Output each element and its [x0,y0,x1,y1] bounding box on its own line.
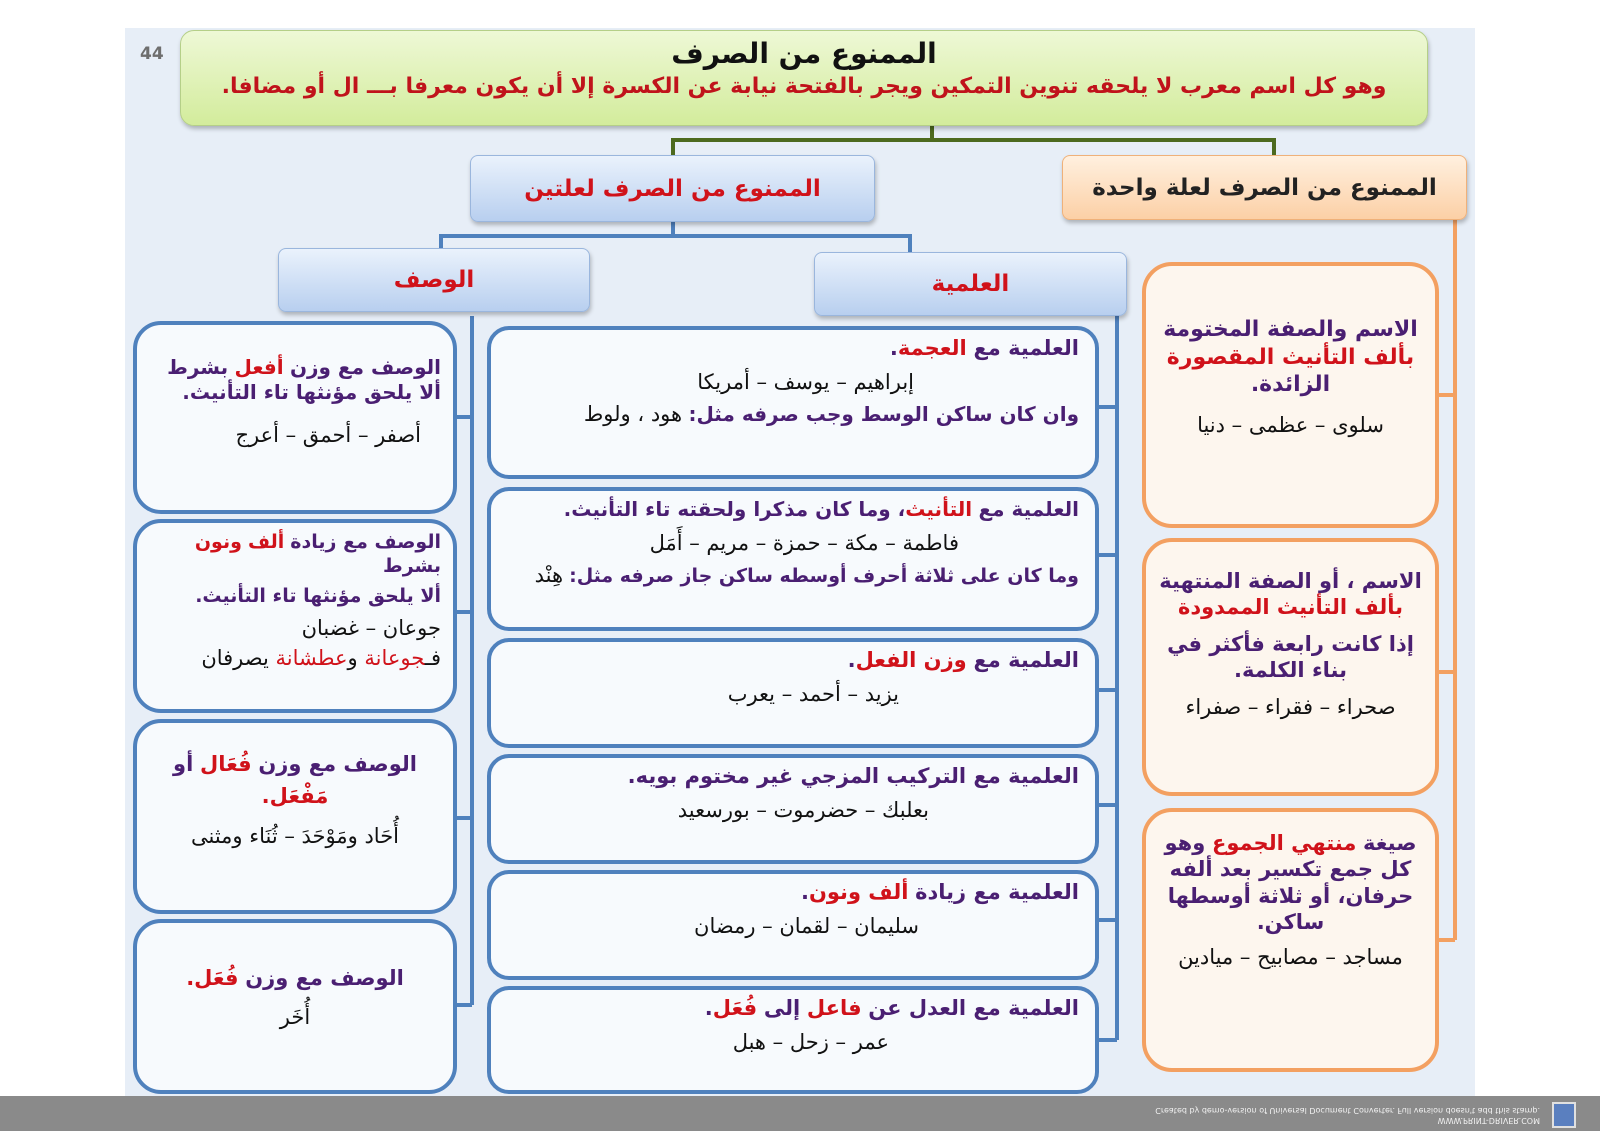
murakkab-head: العلمية مع التركيب المزجي غير مختوم بويه. [627,764,1079,788]
tanith-examples: فاطمة – مكة – حمزة – مريم – أَمَل [649,531,959,555]
tanith-head-red: التأنيث [905,497,973,521]
fil-head-start: العلمية مع [973,648,1079,672]
converter-stamp-bar [0,1096,1600,1131]
tanith-note [507,563,1079,587]
adl-head-red2: فُعَل [712,996,758,1020]
fual-examples: أُخَر [279,1005,311,1030]
ajama-head: العلمية مع العجمة. [889,336,1079,360]
jumu-title-red: منتهي الجموع [1211,831,1357,855]
adl-head-mid: إلى [763,996,801,1020]
mamduda-title-red: بألف التأنيث الممدودة [1177,595,1404,620]
maqsura-title-red: بألف التأنيث المقصورة [1166,344,1415,370]
tanith-note-example: هِنْد [534,563,564,587]
adl-head-start: العلمية مع العدل عن [868,996,1079,1020]
fual-line1 [149,965,441,991]
ajama-examples: إبراهيم – يوسف – أمريكا [697,370,914,394]
wasf-box-afal [133,321,457,514]
wasf-box-alif-nun [133,519,457,713]
alamiyya-box-adl [487,986,1099,1094]
murakkab-examples: بعلبك – حضرموت – بورسعيد [677,798,929,822]
afal-line1-rest: بشرط [167,355,229,379]
alamiyya-box-murakkab [487,754,1099,864]
afal-examples: أصفر – أحمق – أعرج [235,423,421,447]
alamiyya-box-tanith [487,487,1099,631]
fuaal-line1-rest: أو [173,752,194,776]
fual-line1-start: الوصف مع وزن [245,966,404,990]
stamp-line-2: Created by demo-version of Universal Document Converter. Full version doesn't add this stamp. [1155,1105,1540,1115]
one-cause-header: الممنوع من الصرف لعلة واحدة [1062,155,1467,220]
jumu-title-rest: وهو كل جمع تكسير بعد ألفه حرفان، أو ثلاثة أوسطها ساكن. [1164,831,1414,934]
fual-line1-red: فُعَل. [186,966,239,990]
wasf-alif-nun-line1-mid: ونون [194,531,242,553]
title-box [180,30,1428,126]
afal-line1 [149,355,441,380]
wasf-alif-nun-note-rest: يصرفان [201,646,269,671]
wasf-alif-nun-note [149,646,441,670]
wasf-alif-nun-line1-red: ألف [247,531,285,553]
fuaal-line1-start: الوصف مع وزن [258,752,417,776]
maqsura-examples: سلوى – عظمى – دنيا [1197,412,1384,437]
fuaal-line1-red: فُعَال [199,752,252,776]
alamiyya-header: العلمية [814,252,1127,316]
mamduda-condition: إذا كانت رابعة فأكثر في بناء الكلمة. [1167,631,1414,682]
converter-stamp-text [1155,1104,1540,1125]
afal-line2: ألا يلحق مؤنثها تاء التأنيث. [182,380,441,404]
page-title: الممنوع من الصرف [671,37,937,70]
wasf-box-fual [133,919,457,1094]
wasf-alif-nun-note-red2: عطشانة [275,646,348,671]
adl-head-red: فاعل [806,996,862,1020]
wasf-alif-nun-line2: ألا يلحق مؤنثها تاء التأنيث. [195,584,441,607]
ajama-note [507,402,1079,426]
fuaal-examples: أُحَاد ومَوْحَدَ – ثُنَاء ومثنى [190,823,400,848]
fil-head-red: وزن الفعل [855,648,967,672]
wasf-alif-nun-line1-rest: بشرط [382,554,441,577]
ajama-head-start: العلمية مع [973,336,1079,360]
alif-nun-examples: سليمان – لقمان – رمضان [694,914,919,938]
wasf-alif-nun-line1 [149,531,441,579]
tanith-head [507,497,1079,521]
fuaal-line2: مَفْعَل. [261,784,329,809]
tanith-head-rest: ، وما كان مذكرا ولحقته تاء التأنيث. [563,497,906,521]
wasf-box-fuaal [133,719,457,914]
adl-head: العلمية مع العدل عن فاعل إلى فُعَل. [704,996,1079,1020]
wasf-header: الوصف [278,248,590,312]
ajama-head-red: العجمة [897,336,967,360]
mamduda-title: الاسم ، أو الصفة المنتهية [1159,569,1422,593]
fuaal-line1 [149,751,441,777]
wasf-alif-nun-note-mid: و [347,646,358,671]
jumu-examples: مساجد – مصابيح – ميادين [1178,945,1403,969]
wasf-alif-nun-note-red1: جوعانة [364,646,425,671]
afal-line1-start: الوصف مع وزن [289,355,441,379]
alif-nun-head: العلمية مع زيادة ألف ونون. [800,880,1079,904]
afal-line1-red: أفعل [234,355,284,379]
fil-examples: يزيد – أحمد – يعرب [727,682,899,706]
fil-head: العلمية مع وزن الفعل. [847,648,1079,672]
ajama-note-examples: هود ، ولوط [583,402,683,426]
alif-nun-head-start: العلمية مع زيادة [915,880,1079,904]
wasf-alif-nun-examples: جوعان – غضبان [301,616,441,641]
one-cause-box-jumu [1142,808,1439,1072]
alif-nun-head-red: ألف ونون [808,880,909,904]
mamduda-examples: صحراء – فقراء – صفراء [1185,695,1396,719]
wasf-alif-nun-line1-start: الوصف مع زيادة [290,531,441,553]
adl-examples: عمر – زحل – هبل [732,1030,889,1054]
tanith-note-text: وما كان على ثلاثة أحرف أوسطه ساكن جاز صرفه مثل: [569,565,1079,587]
converter-logo-icon [1552,1102,1576,1128]
stamp-line-1: WWW.PRINT-DRIVER.COM [1437,1115,1540,1125]
one-cause-box-maqsura [1142,262,1439,528]
one-cause-box-mamduda [1142,538,1439,796]
two-causes-header: الممنوع من الصرف لعلتين [470,155,875,222]
alamiyya-box-alif-nun [487,870,1099,980]
alamiyya-box-ajama [487,326,1099,479]
ajama-note-text: وان كان ساكن الوسط وجب صرفه مثل: [688,402,1079,426]
title-definition: وهو كل اسم معرب لا يلحقه تنوين التمكين ويجر بالفتحة نيابة عن الكسرة إلا أن يكون معرفا بـــ ال أو مضافا. [221,74,1387,99]
page-number: 44 [140,44,164,64]
jumu-title [1158,830,1423,935]
maqsura-title: الاسم والصفة المختومة [1163,317,1418,342]
maqsura-title-rest: الزائدة. [1250,372,1331,397]
jumu-title-start: صيغة [1363,831,1417,855]
alamiyya-box-fil [487,638,1099,748]
wasf-alif-nun-note-pre: فـ [424,646,441,671]
tanith-head-start: العلمية مع [978,497,1079,521]
